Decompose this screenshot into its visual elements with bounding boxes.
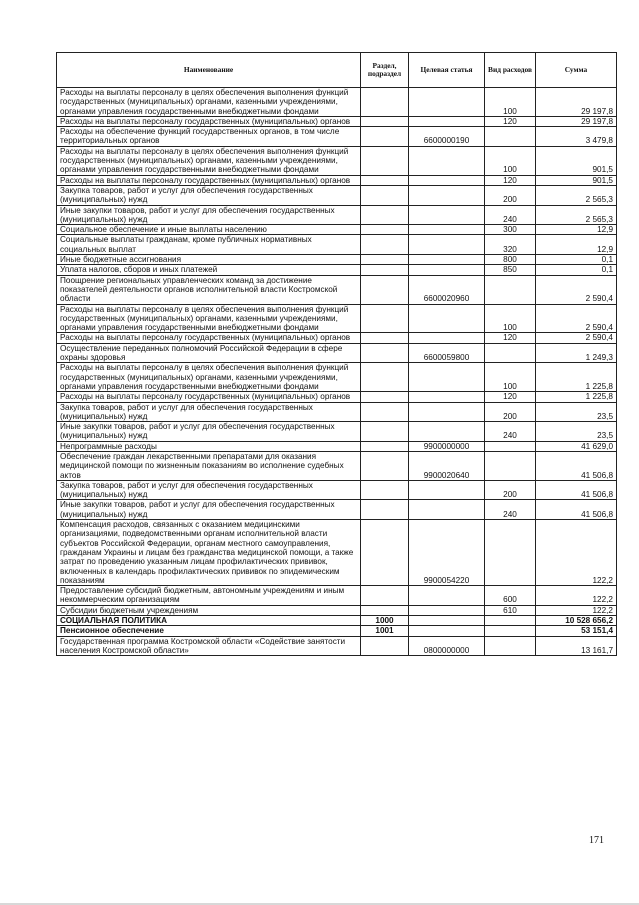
row-target-article (409, 304, 485, 333)
row-amount: 901,5 (536, 146, 617, 175)
row-section (361, 235, 409, 255)
row-section (361, 88, 409, 117)
row-section (361, 402, 409, 422)
row-name: Предоставление субсидий бюджетным, автономным учреждениям и иным некоммерческим организациям (57, 586, 361, 606)
table-row (57, 343, 617, 363)
row-expense-type: 800 (485, 255, 536, 265)
row-name: Расходы на выплаты персоналу в целях обеспечения выполнения функций государственных (муниципальных) органами, казенными учреждениями, органами управления государственными внебюджетными фондами (57, 363, 361, 392)
row-section (361, 520, 409, 586)
row-name: Социальное обеспечение и иные выплаты населению (57, 225, 361, 235)
row-section (361, 480, 409, 500)
row-expense-type: 320 (485, 235, 536, 255)
row-target-article: 6600059800 (409, 343, 485, 363)
row-expense-type: 100 (485, 304, 536, 333)
row-target-article (409, 392, 485, 402)
row-section (361, 451, 409, 480)
row-expense-type: 120 (485, 392, 536, 402)
table-row (57, 402, 617, 422)
row-target-article (409, 88, 485, 117)
row-amount: 3 479,8 (536, 127, 617, 147)
row-expense-type (485, 127, 536, 147)
table-row (57, 185, 617, 205)
row-target-article (409, 225, 485, 235)
row-name: Уплата налогов, сборов и иных платежей (57, 265, 361, 275)
row-name: Обеспечение граждан лекарственными препаратами для оказания медицинской помощи по жизненным показаниям во исполнение судебных актов (57, 451, 361, 480)
row-expense-type (485, 636, 536, 656)
row-amount: 53 151,4 (536, 626, 617, 636)
row-name: Закупка товаров, работ и услуг для обеспечения государственных (муниципальных) нужд (57, 480, 361, 500)
row-expense-type: 100 (485, 88, 536, 117)
table-row (57, 127, 617, 147)
row-section (361, 422, 409, 442)
row-name: Социальные выплаты гражданам, кроме публичных нормативных социальных выплат (57, 235, 361, 255)
row-name: Непрограммные расходы (57, 441, 361, 451)
row-name: Пенсионное обеспечение (57, 626, 361, 636)
row-section (361, 636, 409, 656)
table-row (57, 520, 617, 586)
row-amount: 122,2 (536, 520, 617, 586)
row-name: Иные бюджетные ассигнования (57, 255, 361, 265)
table-row (57, 605, 617, 615)
row-expense-type: 120 (485, 175, 536, 185)
row-target-article (409, 500, 485, 520)
row-target-article (409, 586, 485, 606)
table-row (57, 422, 617, 442)
row-name: Расходы на выплаты персоналу государственных (муниципальных) органов (57, 333, 361, 343)
row-section (361, 225, 409, 235)
row-expense-type: 100 (485, 146, 536, 175)
row-section (361, 586, 409, 606)
table-row (57, 146, 617, 175)
row-amount: 122,2 (536, 605, 617, 615)
row-amount: 2 565,3 (536, 205, 617, 225)
row-name: Государственная программа Костромской области «Содействие занятости населения Костромской области» (57, 636, 361, 656)
row-target-article: 0800000000 (409, 636, 485, 656)
row-name: Поощрение региональных управленческих команд за достижение показателей деятельности органов исполнительной власти Костромской области (57, 275, 361, 304)
row-amount: 2 590,4 (536, 333, 617, 343)
table-row (57, 265, 617, 275)
row-target-article (409, 605, 485, 615)
row-name: Закупка товаров, работ и услуг для обеспечения государственных (муниципальных) нужд (57, 185, 361, 205)
row-expense-type: 240 (485, 422, 536, 442)
table-row (57, 175, 617, 185)
row-amount: 0,1 (536, 265, 617, 275)
header-section: Раздел, подраздел (361, 53, 409, 88)
row-target-article: 6600020960 (409, 275, 485, 304)
table-row (57, 451, 617, 480)
table-row (57, 392, 617, 402)
row-section (361, 275, 409, 304)
row-amount: 41 506,8 (536, 500, 617, 520)
table-row (57, 205, 617, 225)
row-name: Расходы на выплаты персоналу государственных (муниципальных) органов (57, 175, 361, 185)
row-expense-type: 120 (485, 116, 536, 126)
row-amount: 1 225,8 (536, 392, 617, 402)
row-target-article (409, 626, 485, 636)
budget-table (56, 52, 617, 656)
row-name: Иные закупки товаров, работ и услуг для обеспечения государственных (муниципальных) нужд (57, 422, 361, 442)
table-row (57, 88, 617, 117)
row-amount: 12,9 (536, 235, 617, 255)
row-amount: 1 249,3 (536, 343, 617, 363)
row-target-article (409, 265, 485, 275)
row-section (361, 605, 409, 615)
row-target-article (409, 146, 485, 175)
row-name: Расходы на выплаты персоналу в целях обеспечения выполнения функций государственных (муниципальных) органами, казенными учреждениями, органами управления государственными внебюджетными фондами (57, 146, 361, 175)
row-expense-type (485, 441, 536, 451)
row-name: СОЦИАЛЬНАЯ ПОЛИТИКА (57, 616, 361, 626)
row-section (361, 127, 409, 147)
row-section (361, 343, 409, 363)
table-row (57, 500, 617, 520)
row-name: Расходы на выплаты персоналу государственных (муниципальных) органов (57, 392, 361, 402)
row-amount: 901,5 (536, 175, 617, 185)
row-expense-type: 600 (485, 586, 536, 606)
row-target-article: 9900000000 (409, 441, 485, 451)
table-row (57, 116, 617, 126)
row-amount: 122,2 (536, 586, 617, 606)
row-target-article (409, 480, 485, 500)
table-row (57, 441, 617, 451)
row-target-article: 9900020640 (409, 451, 485, 480)
row-name: Иные закупки товаров, работ и услуг для обеспечения государственных (муниципальных) нужд (57, 500, 361, 520)
row-expense-type (485, 616, 536, 626)
row-amount: 41 506,8 (536, 480, 617, 500)
row-expense-type: 200 (485, 402, 536, 422)
row-section (361, 441, 409, 451)
row-name: Осуществление переданных полномочий Российской Федерации в сфере охраны здоровья (57, 343, 361, 363)
row-name: Компенсация расходов, связанных с оказанием медицинскими организациями, подведомственными органам исполнительной власти субъектов Российской Федерации, органам местного самоуправления, гражданам Украины и лицам без гражданства медицинской помощи, а также затрат по проведению указанным лицам профилактических прививок, включенных в календарь профилактических прививок по эпидемическим показаниям (57, 520, 361, 586)
row-section (361, 333, 409, 343)
row-name: Иные закупки товаров, работ и услуг для обеспечения государственных (муниципальных) нужд (57, 205, 361, 225)
row-name: Расходы на обеспечение функций государственных органов, в том числе территориальных органов (57, 127, 361, 147)
header-name: Наименование (57, 53, 361, 88)
table-row (57, 480, 617, 500)
table-row (57, 255, 617, 265)
header-target-article: Целевая статья (409, 53, 485, 88)
row-expense-type: 850 (485, 265, 536, 275)
row-expense-type (485, 275, 536, 304)
row-amount: 10 528 656,2 (536, 616, 617, 626)
row-expense-type: 200 (485, 185, 536, 205)
row-target-article (409, 116, 485, 126)
row-section (361, 205, 409, 225)
row-section (361, 116, 409, 126)
row-name: Субсидии бюджетным учреждениям (57, 605, 361, 615)
row-section (361, 175, 409, 185)
table-row (57, 363, 617, 392)
row-expense-type (485, 520, 536, 586)
table-row (57, 616, 617, 626)
table-row (57, 586, 617, 606)
row-target-article (409, 205, 485, 225)
row-amount: 41 506,8 (536, 451, 617, 480)
row-name: Расходы на выплаты персоналу государственных (муниципальных) органов (57, 116, 361, 126)
row-target-article: 9900054220 (409, 520, 485, 586)
row-name: Расходы на выплаты персоналу в целях обеспечения выполнения функций государственных (муниципальных) органами, казенными учреждениями, органами управления государственными внебюджетными фондами (57, 304, 361, 333)
row-expense-type: 300 (485, 225, 536, 235)
row-target-article (409, 402, 485, 422)
table-row (57, 304, 617, 333)
row-amount: 41 629,0 (536, 441, 617, 451)
row-expense-type: 120 (485, 333, 536, 343)
table-row (57, 333, 617, 343)
table-row (57, 235, 617, 255)
row-expense-type (485, 626, 536, 636)
row-amount: 13 161,7 (536, 636, 617, 656)
table-row (57, 636, 617, 656)
table-row (57, 626, 617, 636)
row-target-article (409, 185, 485, 205)
row-section (361, 392, 409, 402)
row-amount: 29 197,8 (536, 116, 617, 126)
row-target-article (409, 616, 485, 626)
row-name: Закупка товаров, работ и услуг для обеспечения государственных (муниципальных) нужд (57, 402, 361, 422)
row-section (361, 500, 409, 520)
row-expense-type: 240 (485, 205, 536, 225)
row-amount: 2 565,3 (536, 185, 617, 205)
table-row (57, 275, 617, 304)
row-amount: 23,5 (536, 402, 617, 422)
table-header-row (57, 53, 617, 88)
row-expense-type: 240 (485, 500, 536, 520)
row-amount: 2 590,4 (536, 275, 617, 304)
header-amount: Сумма (536, 53, 617, 88)
row-amount: 23,5 (536, 422, 617, 442)
row-section (361, 255, 409, 265)
row-target-article (409, 235, 485, 255)
row-amount: 29 197,8 (536, 88, 617, 117)
row-expense-type (485, 343, 536, 363)
row-target-article: 6600000190 (409, 127, 485, 147)
row-name: Расходы на выплаты персоналу в целях обеспечения выполнения функций государственных (муниципальных) органами, казенными учреждениями, органами управления государственными внебюджетными фондами (57, 88, 361, 117)
page-number: 171 (589, 835, 604, 846)
row-amount: 1 225,8 (536, 363, 617, 392)
row-section (361, 304, 409, 333)
header-expense-type: Вид расходов (485, 53, 536, 88)
table-row (57, 225, 617, 235)
row-section: 1001 (361, 626, 409, 636)
row-target-article (409, 363, 485, 392)
row-amount: 2 590,4 (536, 304, 617, 333)
row-target-article (409, 255, 485, 265)
row-expense-type: 200 (485, 480, 536, 500)
row-expense-type: 610 (485, 605, 536, 615)
row-target-article (409, 175, 485, 185)
row-target-article (409, 333, 485, 343)
row-section (361, 185, 409, 205)
row-expense-type (485, 451, 536, 480)
row-target-article (409, 422, 485, 442)
row-section: 1000 (361, 616, 409, 626)
row-section (361, 146, 409, 175)
row-expense-type: 100 (485, 363, 536, 392)
row-amount: 0,1 (536, 255, 617, 265)
row-section (361, 265, 409, 275)
row-amount: 12,9 (536, 225, 617, 235)
row-section (361, 363, 409, 392)
